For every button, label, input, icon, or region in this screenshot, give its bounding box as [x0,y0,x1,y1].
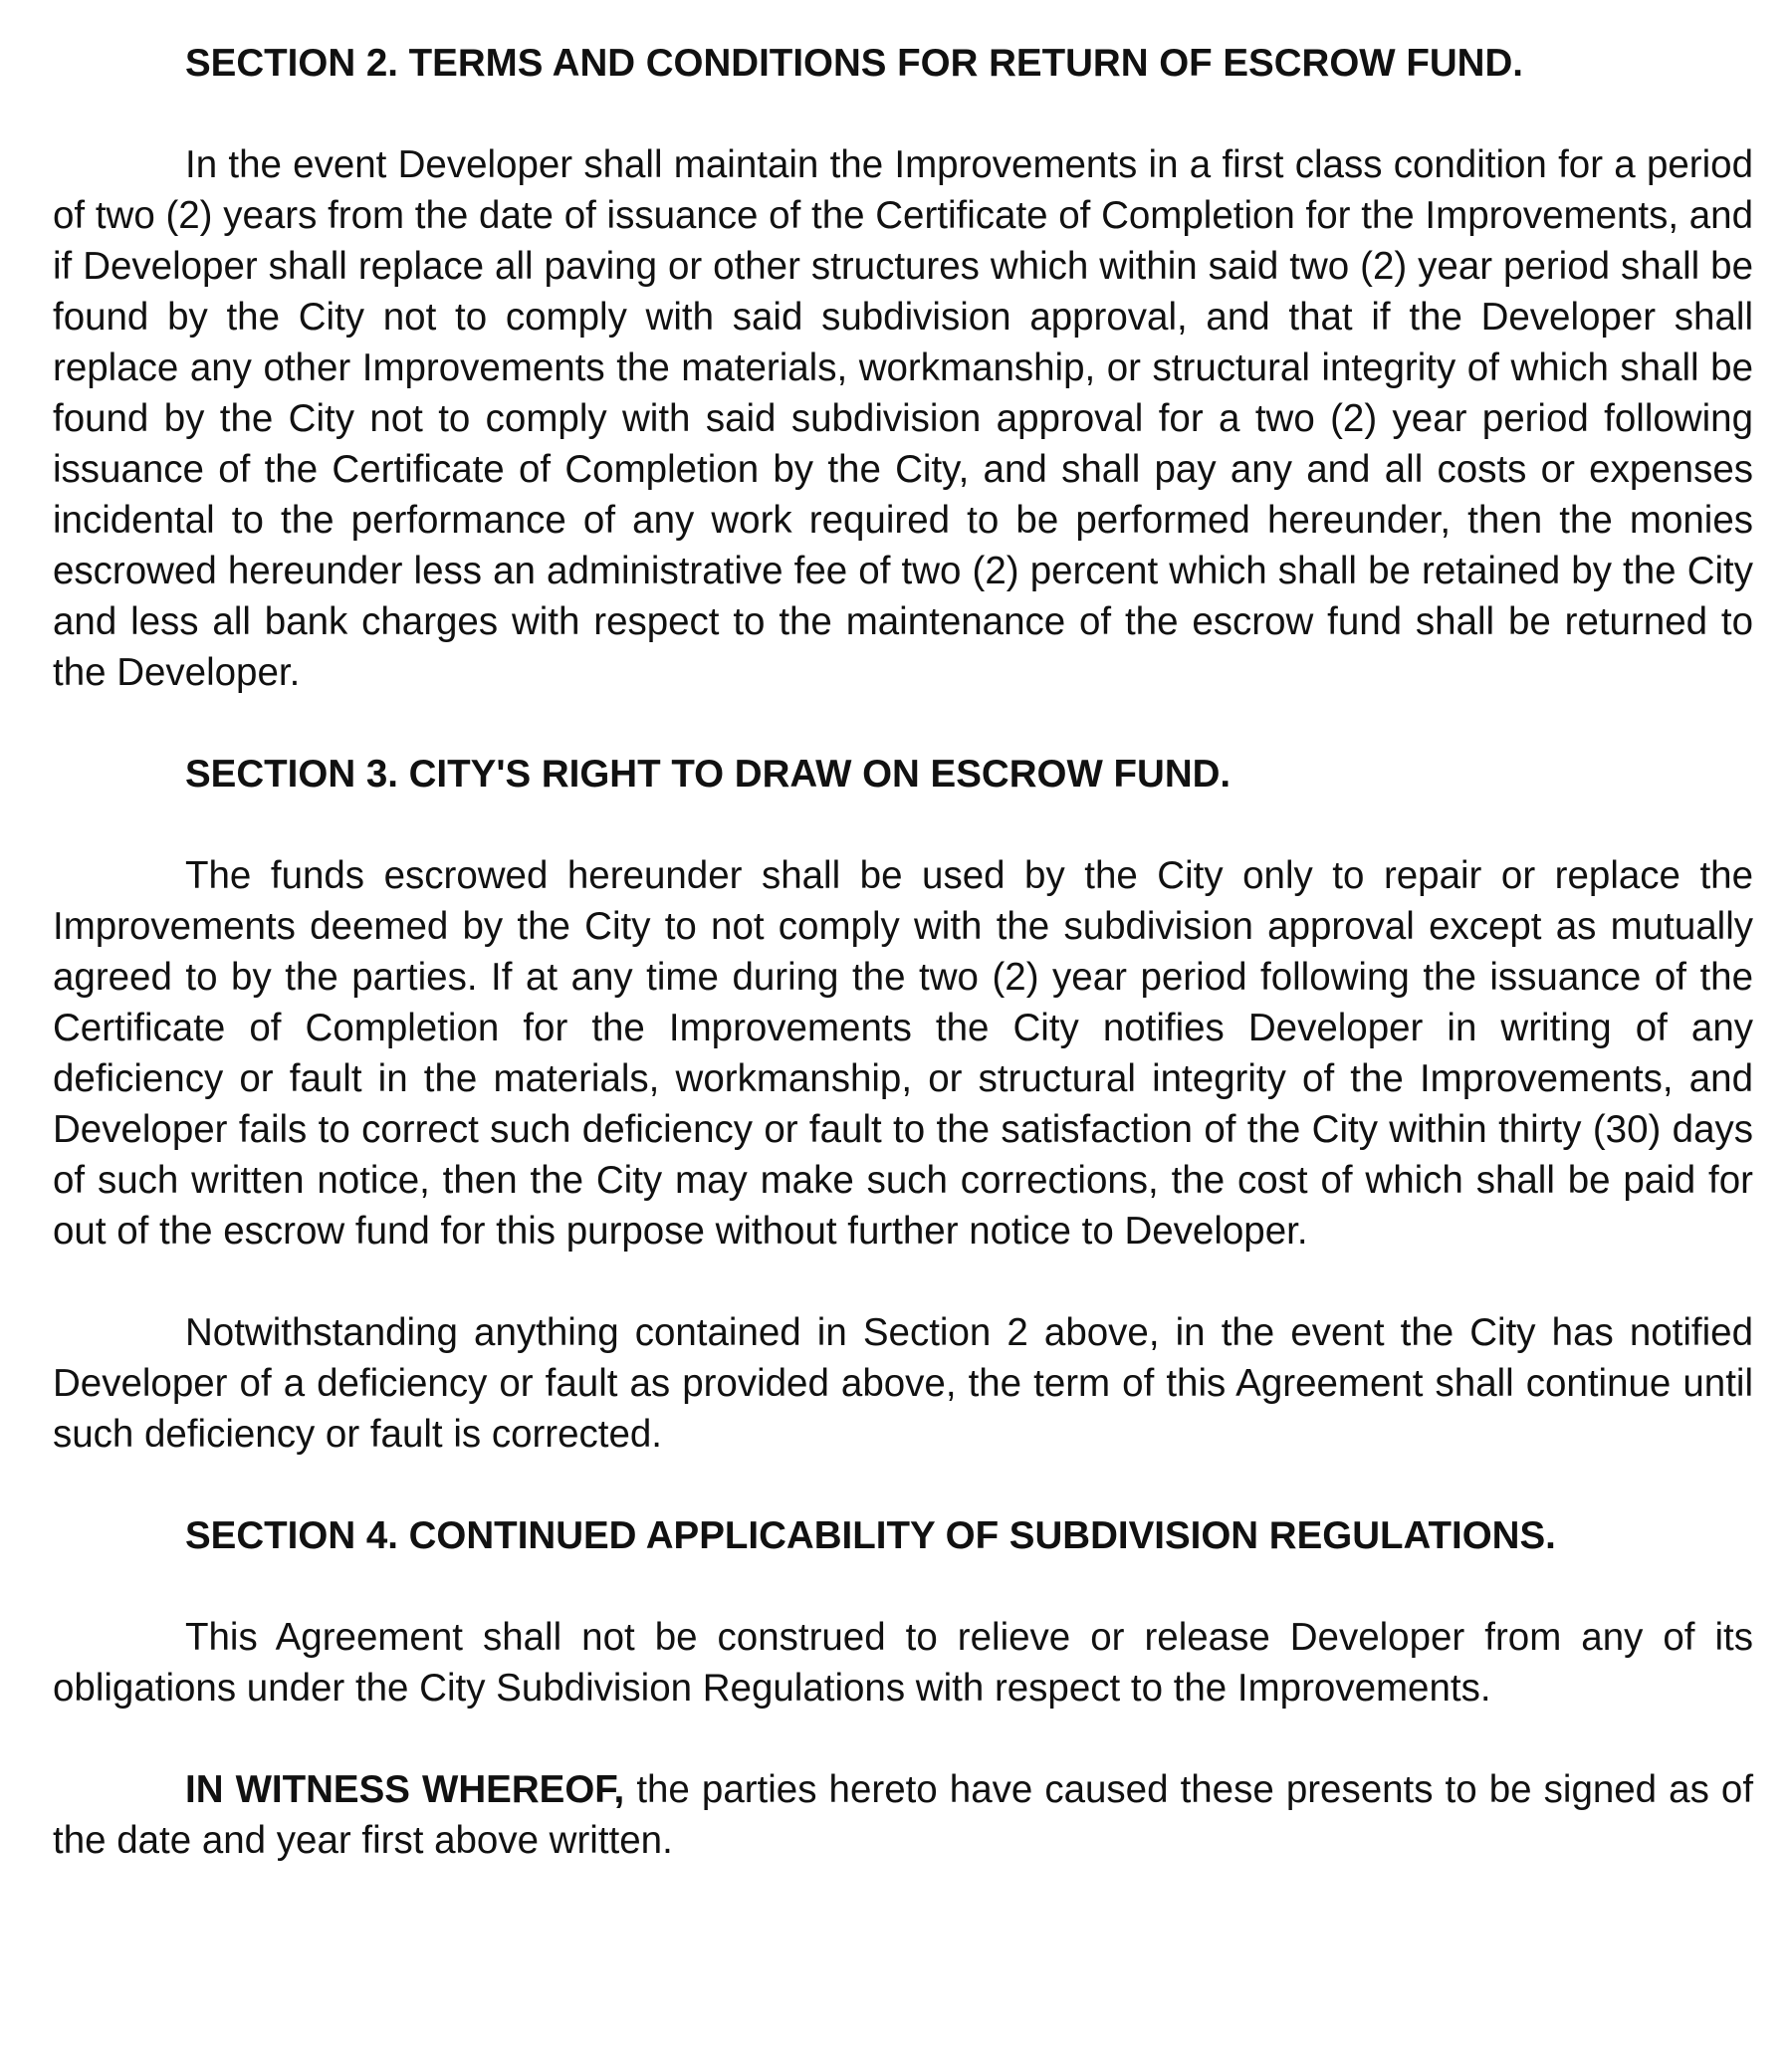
section-4-heading: SECTION 4. CONTINUED APPLICABILITY OF SUBDIVISION REGULATIONS. [185,1514,1556,1557]
witness-paragraph [53,1764,1753,1866]
spacer [53,1561,1753,1612]
section-3-paragraph-2: Notwithstanding anything contained in Section 2 above, in the event the City has notified Developer of a deficiency or fault as provided above, the term of this Agreement shall continue until such deficiency or fault is corrected. [53,1311,1753,1456]
witness-text: the parties hereto have caused these presents to be signed as of the date and year first above written. [53,1768,1754,1862]
spacer [53,698,1753,749]
section-4-paragraph: This Agreement shall not be construed to relieve or release Developer from any of its obligations under the City Subdivision Regulations with respect to the Improvements. [53,1616,1753,1710]
spacer [53,89,1753,139]
spacer [53,800,1753,850]
section-2-paragraph: In the event Developer shall maintain the Improvements in a first class condition for a period of two (2) years from the date of issuance of the Certificate of Completion for the Improvements, and if Developer shall replace all paving or other structures which within said two (2) year period shall be found by the City not to comply with said subdivision approval, and that if the Developer shall replace any other Improvements the materials, workmanship, or structural integrity of which shall be found by the City not to comply with said subdivision approval for a two (2) year period following issuance of the Certificate of Completion by the City, and shall pay any and all costs or expenses incidental to the performance of any work required to be performed hereunder, then the monies escrowed hereunder less an administrative fee of two (2) percent which shall be retained by the City and less all bank charges with respect to the maintenance of the escrow fund shall be returned to the Developer. [53,143,1753,694]
section-3-heading: SECTION 3. CITY'S RIGHT TO DRAW ON ESCROW FUND. [185,753,1232,796]
spacer [53,1714,1753,1764]
section-2-heading: SECTION 2. TERMS AND CONDITIONS FOR RETURN OF ESCROW FUND. [185,42,1523,85]
spacer [53,1257,1753,1307]
document-page [53,38,1753,1866]
witness-lead: IN WITNESS WHEREOF, [185,1768,625,1811]
section-3-paragraph-1: The funds escrowed hereunder shall be used by the City only to repair or replace the Improvements deemed by the City to not comply with the subdivision approval except as mutually agreed to by the parties. If at any time during the two (2) year period following the issuance of the Certificate of Completion for the Improvements the City notifies Developer in writing of any deficiency or fault in the materials, workmanship, or structural integrity of the Improvements, and Developer fails to correct such deficiency or fault to the satisfaction of the City within thirty (30) days of such written notice, then the City may make such corrections, the cost of which shall be paid for out of the escrow fund for this purpose without further notice to Developer. [53,854,1753,1253]
spacer [53,1460,1753,1510]
